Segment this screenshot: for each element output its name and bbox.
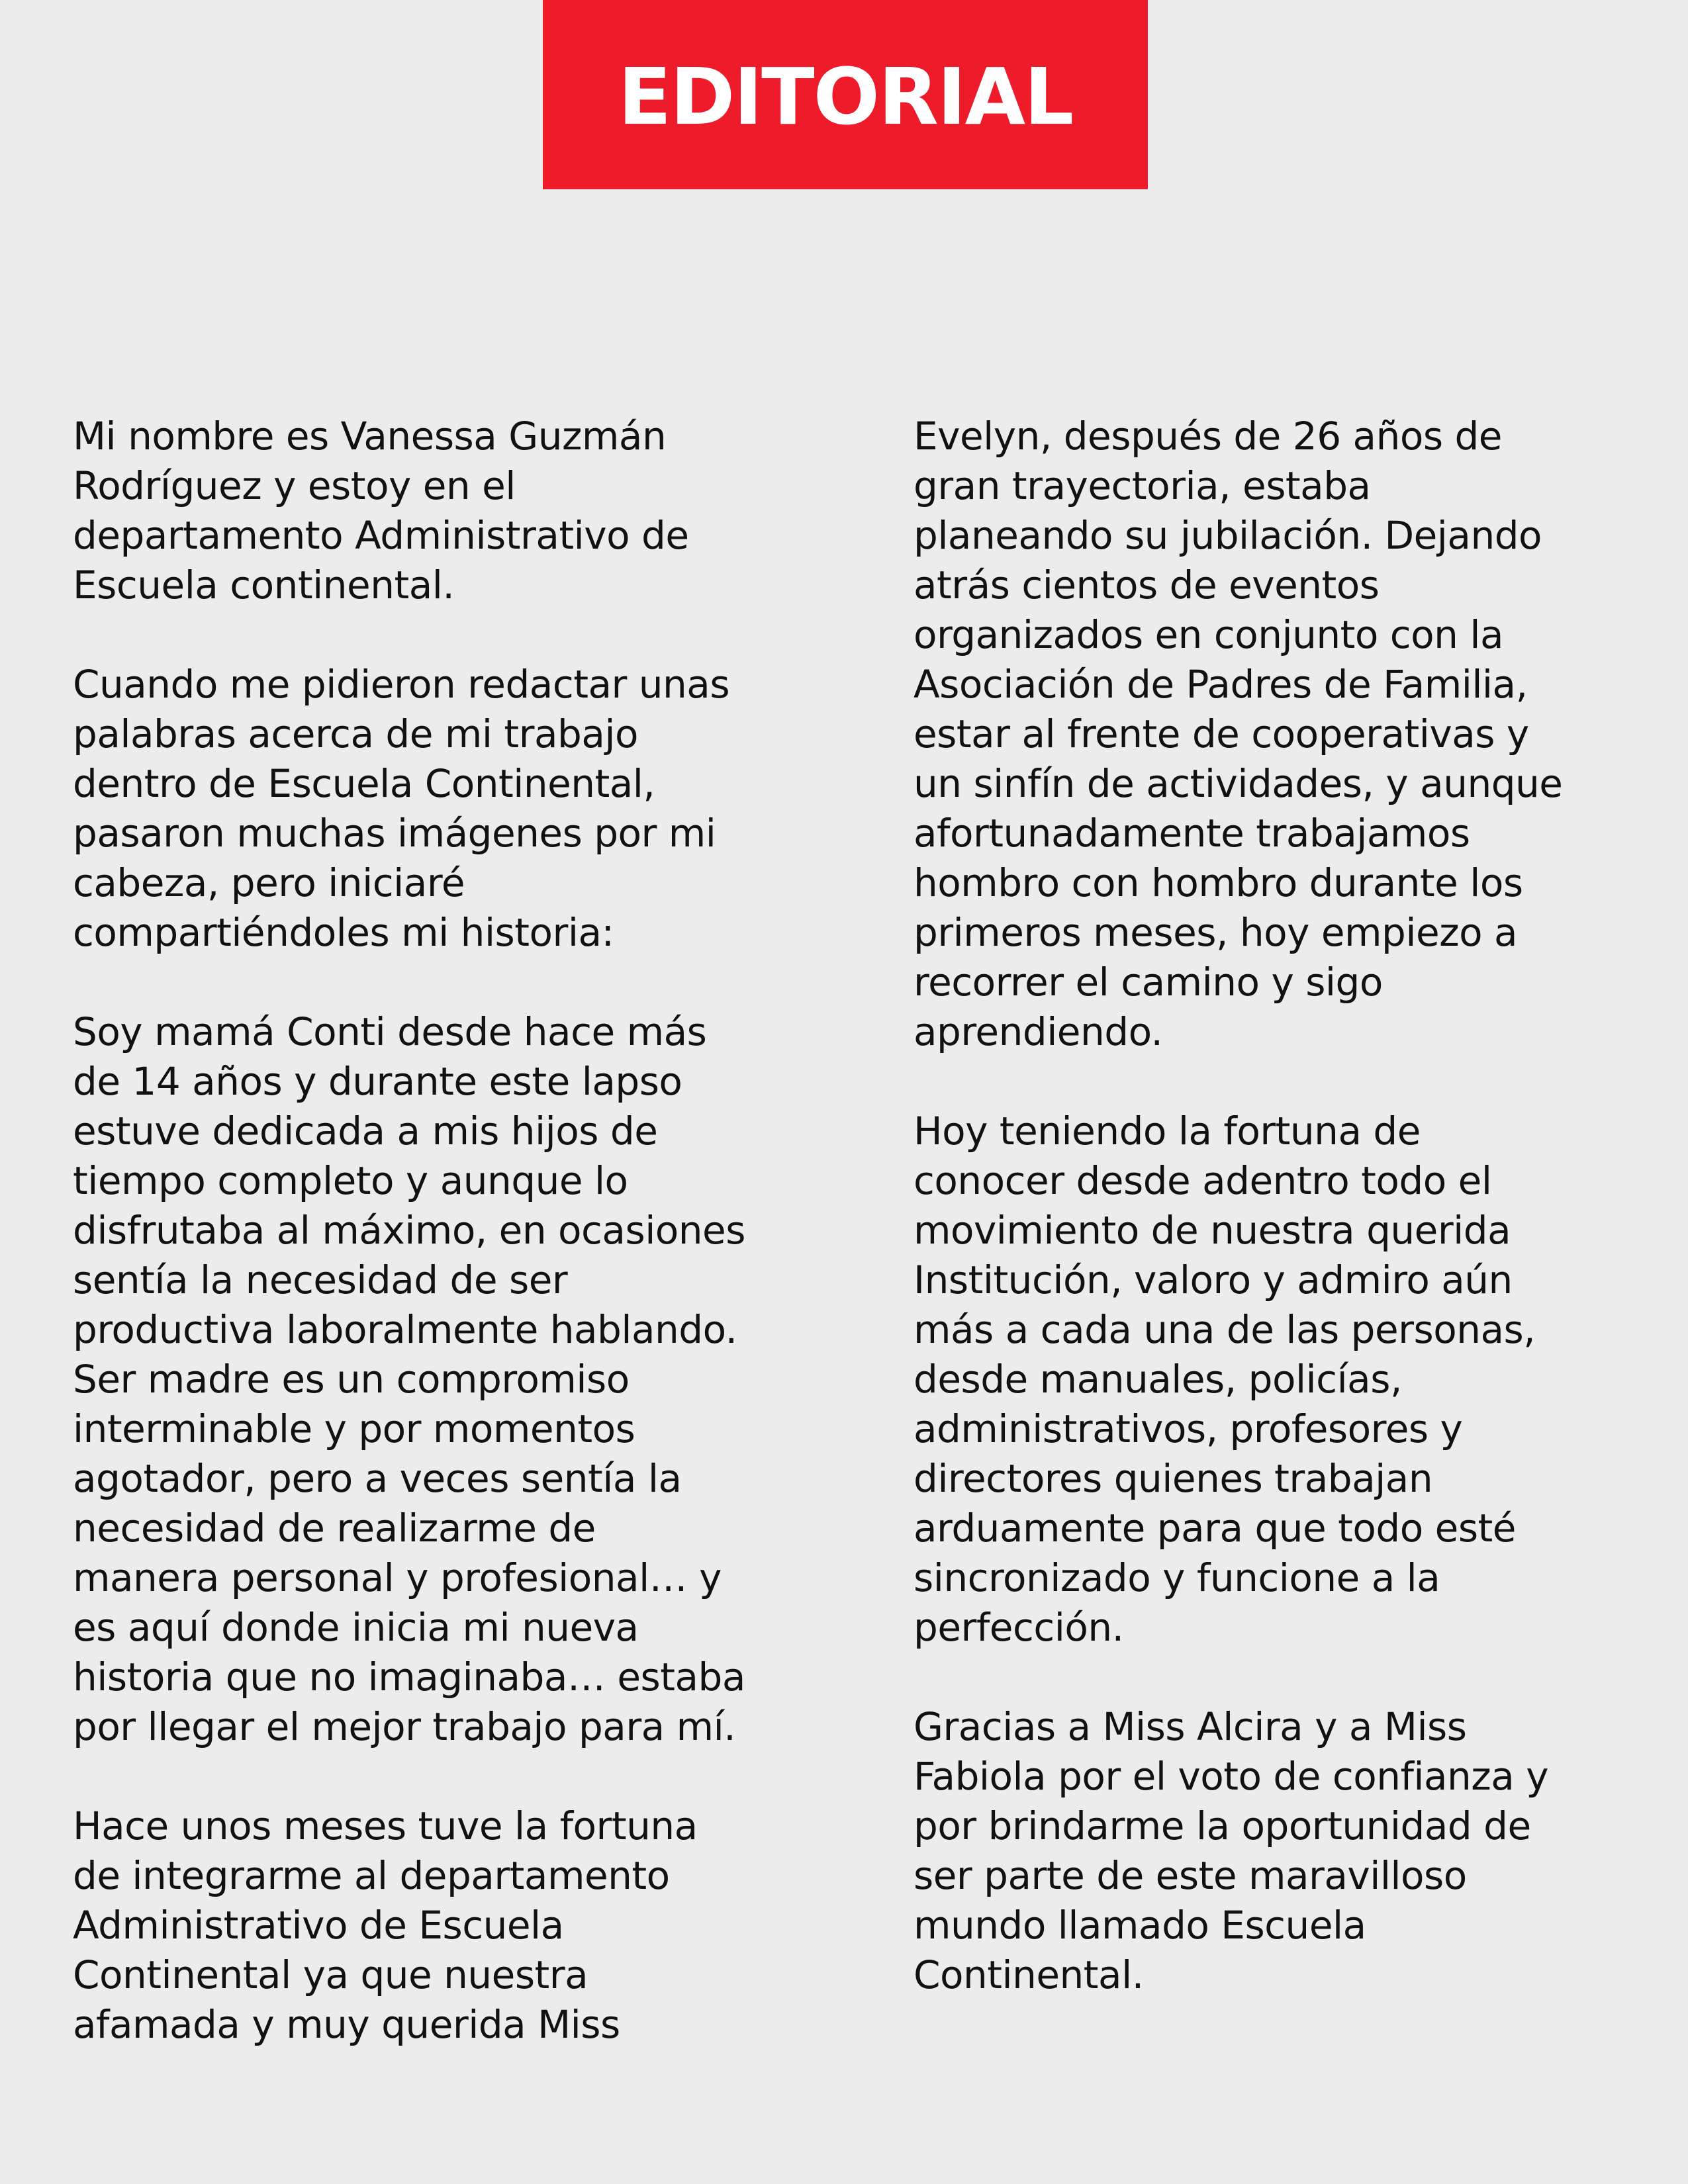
paragraph-thanks: Gracias a Miss Alcira y a Miss Fabiola por el voto de confianza y por brindarme la oportunidad de ser parte de este maravilloso mundo llamado Escuela Continental. [914, 1704, 1549, 1997]
left-text-column [73, 412, 854, 2099]
paragraph-request: Cuando me pidieron redactar unas palabras acerca de mi trabajo dentro de Escuela Continental, pasaron muchas imágenes por mi cabeza, pero iniciaré compartiéndoles mi historia: [73, 662, 730, 955]
paragraph-story: Soy mamá Conti desde hace más de 14 años y durante este lapso estuve dedicada a mis hijos de tiempo completo y aunque lo disfrutaba al máximo, en ocasiones sentía la necesidad de ser productiva laboralmente hablando. Ser madre es un compromiso interminable y por momentos agotador, pero a veces sentía la necesidad de realizarme de manera personal y profesional… y es aquí donde inicia mi nueva historia que no imaginaba… estaba por llegar el mejor trabajo para mí. [73, 1009, 745, 1749]
right-text-column [914, 412, 1668, 2050]
paragraph-integration: Hace unos meses tuve la fortuna de integrarme al departamento Administrativo de Escuela Continental ya que nuestra afamada y muy querida Miss [73, 1803, 698, 2047]
paragraph-introduction: Mi nombre es Vanessa Guzmán Rodríguez y estoy en el departamento Administrativo de Escuela continental. [73, 414, 689, 608]
paragraph-retirement: Evelyn, después de 26 años de gran trayectoria, estaba planeando su jubilación. Dejando atrás cientos de eventos organizados en conjunto con la Asociación de Padres de Familia, estar al frente de cooperativas y un sinfín de actividades, y aunque afortunadamente trabajamos hombro con hombro durante los primeros meses, hoy empiezo a recorrer el camino y sigo aprendiendo. [914, 414, 1563, 1054]
paragraph-gratitude-institution: Hoy teniendo la fortuna de conocer desde adentro todo el movimiento de nuestra querida Institución, valoro y admiro aún más a cada una de las personas, desde manuales, policías, administrativos, profesores y directores quienes trabajan arduamente para que todo esté sincronizado y funcione a la perfección. [914, 1109, 1536, 1650]
page-title: EDITORIAL [618, 51, 1073, 142]
editorial-header-banner [543, 0, 1148, 189]
